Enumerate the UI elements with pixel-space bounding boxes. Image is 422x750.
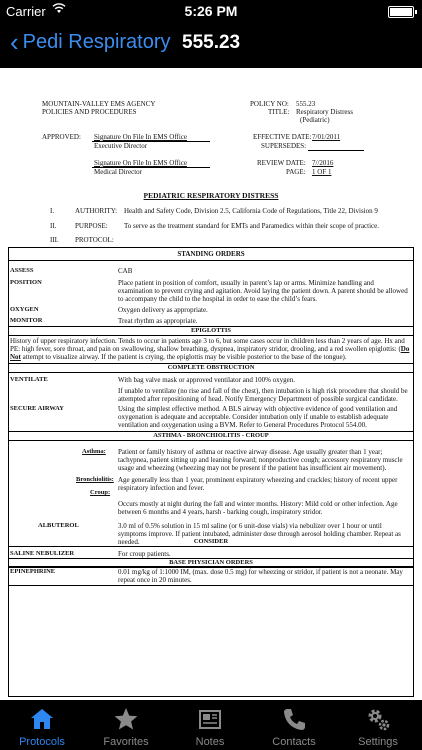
agency-name: MOUNTAIN-VALLEY EMS AGENCY — [42, 100, 156, 108]
clock: 5:26 PM — [184, 3, 238, 19]
divider — [8, 566, 414, 567]
page-label: PAGE: — [286, 168, 306, 176]
position-label: POSITION — [10, 279, 42, 286]
section-label-1: AUTHORITY: — [75, 207, 118, 215]
policy-no-value: 555.23 — [296, 100, 316, 108]
ventilate-label: VENTILATE — [10, 376, 48, 383]
secure-airway-label: SECURE AIRWAY — [10, 405, 64, 412]
review-date-value: 7//2016 — [312, 159, 334, 167]
epiglottis-text: History of upper respiratory infection. Tends to occur in patients age 3 to 6, but some cases occur in children less than 2 years of age. Hx and PE: high fever, sore throat, and pain on swallowing, shallow breathing, dyspnea, inspiratory stridor, drooling, and a red swollen epiglottis: (Do Not attempt to visualize airway. If the patient is crying, the epiglottis may be visible posterior to the base of the tongue). — [10, 337, 410, 361]
epiglottis-header: EPIGLOTTIS — [8, 326, 414, 336]
tab-favorites-label: Favorites — [103, 736, 149, 748]
oxygen-label: OXYGEN — [10, 306, 39, 313]
bronchiolitis-label: Bronchiolitis: — [76, 476, 114, 483]
section-num-1: I. — [50, 207, 55, 215]
albuterol-label: ALBUTEROL — [38, 522, 79, 529]
section-num-3: III. — [50, 236, 59, 244]
signature-1: Signature On File In EMS Office — [94, 133, 187, 141]
divider — [8, 585, 414, 586]
tab-protocols-label: Protocols — [19, 736, 65, 748]
carrier-label: Carrier — [6, 4, 46, 19]
tab-protocols[interactable] — [0, 700, 84, 750]
back-button-label: Pedi Respiratory — [22, 30, 171, 53]
effective-date-label: EFFECTIVE DATE: — [253, 133, 312, 141]
review-date-label: REVIEW DATE: — [257, 159, 306, 167]
back-button[interactable] — [10, 27, 171, 57]
tab-contacts-label: Contacts — [272, 736, 316, 748]
saline-label: SALINE NEBULIZER — [10, 550, 75, 557]
signature-1-role: Executive Director — [94, 142, 148, 150]
section-label-3: PROTOCOL: — [75, 236, 114, 244]
phone-icon — [281, 706, 307, 732]
base-orders-header: BASE PHYSICIAN ORDERS — [8, 558, 414, 568]
secure-airway-text: Using the simplest effective method. A BLS airway with objective evidence of good ventilation and oxygenation is adequate and acceptable. Consider intubation only if unable to establish adequate ventilation and oxygenation using a BVM. Refer to General Procedures Protocol 554.00. — [118, 405, 398, 429]
chevron-left-icon: ‹ — [10, 27, 19, 57]
status-bar — [0, 0, 422, 22]
house-icon — [29, 706, 55, 732]
epinephrine-dose: 0.01 mg/kg of 1:1000 IM, (max. dose 0.5 mg) for wheezing or stridor, if patient is not a neonate. May repeat once in 20 minutes. — [118, 568, 403, 584]
document-top-rule — [0, 66, 422, 68]
signature-2-role: Medical Director — [94, 168, 143, 176]
newspaper-icon — [197, 706, 223, 732]
battery-icon — [388, 6, 414, 18]
albuterol-text: 3.0 ml of 0.5% solution in 15 ml saline (or 6 unit-dose vials) via nebulizer over 1 hour or until symptoms improve. If patient intubated, administer dose through aerosol holding chamber. Repeat as needed. — [118, 522, 401, 546]
tab-contacts[interactable] — [252, 700, 336, 750]
gear-icon — [365, 706, 391, 732]
navigation-bar — [0, 22, 422, 66]
saline-text: For croup patients. — [118, 550, 171, 558]
asthma-header: ASTHMA - BRONCHIOLITIS - CROUP — [8, 431, 414, 441]
title-label: TITLE: — [268, 108, 290, 116]
consider-header: CONSIDER — [8, 538, 414, 547]
page-value: 1 OF 1 — [312, 168, 332, 176]
document-title: PEDIATRIC RESPIRATORY DISTRESS — [143, 191, 279, 200]
assess-label: ASSESS — [10, 267, 34, 274]
asthma-label: Asthma: — [82, 448, 106, 455]
oxygen-text: Oxygen delivery as appropriate. — [118, 306, 208, 314]
tab-notes[interactable] — [168, 700, 252, 750]
monitor-label: MONITOR — [10, 317, 43, 324]
ventilate-text-1: With bag valve mask or approved ventilator and 100% oxygen. — [118, 376, 296, 384]
supersedes-line — [308, 150, 364, 151]
bronchiolitis-text: Age generally less than 1 year, prominent expiratory wheezing and crackles; history of recent upper respiratory infection and fever. — [118, 476, 398, 492]
monitor-text: Treat rhythm as appropriate. — [118, 317, 198, 325]
section-text-2: To serve as the treatment standard for EMTs and Paramedics within their scope of practice. — [124, 222, 380, 230]
title-sub: (Pediatric) — [300, 116, 330, 124]
effective-date-value: 7/01/2011 — [312, 133, 341, 141]
standing-orders-header: STANDING ORDERS — [177, 250, 245, 258]
tab-settings[interactable] — [336, 700, 420, 750]
divider — [8, 260, 414, 261]
asthma-text: Patient or family history of asthma or reactive airway disease. Age usually greater than 1 year; tachypnea, patient sitting up and leaning forward; nonproductive cough; accessory respiratory muscle usage and wheezing (wheezing may not be present if the patient has insufficient air movement). — [118, 448, 403, 472]
section-text-1: Health and Safety Code, Division 2.5, California Code of Regulations, Title 22, Division 9 — [124, 207, 378, 215]
supersedes-label: SUPERSEDES: — [261, 142, 307, 150]
assess-text: CAB — [118, 267, 133, 275]
position-text: Place patient in position of comfort, usually in parent’s lap or arms. Minimize handling and examination to prevent crying and agitation. Avoid laying the patient down. A parent should be allowed to accompany the child to the hospital in order to ease the child’s fears. — [118, 279, 408, 303]
page-title: 555.23 — [182, 32, 241, 53]
policy-no-label: POLICY NO: — [250, 100, 289, 108]
tab-notes-label: Notes — [195, 736, 225, 748]
ventilate-text-2: If unable to ventilate (no rise and fall of the chest), then intubation is high risk procedure that should be attempted after repositioning of head. Notify Emergency Department of possible surgical candidate. — [118, 387, 408, 403]
policies-label: POLICIES AND PROCEDURES — [42, 108, 137, 116]
protocol-document[interactable] — [0, 66, 422, 700]
croup-label: Croup: — [90, 489, 111, 496]
tab-bar — [0, 700, 422, 750]
section-num-2: II. — [50, 222, 57, 230]
tab-favorites[interactable] — [84, 700, 168, 750]
tab-settings-label: Settings — [358, 736, 398, 748]
section-label-2: PURPOSE: — [75, 222, 108, 230]
star-icon — [113, 706, 139, 732]
complete-obstruction-header: COMPLETE OBSTRUCTION — [8, 363, 414, 373]
signature-2: Signature On File In EMS Office — [94, 159, 187, 167]
title-value: Respiratory Distress — [296, 108, 353, 116]
epinephrine-label: EPINEPHRINE — [10, 568, 56, 575]
croup-text: Occurs mostly at night during the fall and winter months. History: Mild cold or other infection. Age between 6 months and 4 years, harsh - barking cough, inspiratory stridor. — [118, 500, 398, 516]
protocol-table — [8, 247, 414, 697]
approved-label: APPROVED: — [42, 133, 81, 141]
